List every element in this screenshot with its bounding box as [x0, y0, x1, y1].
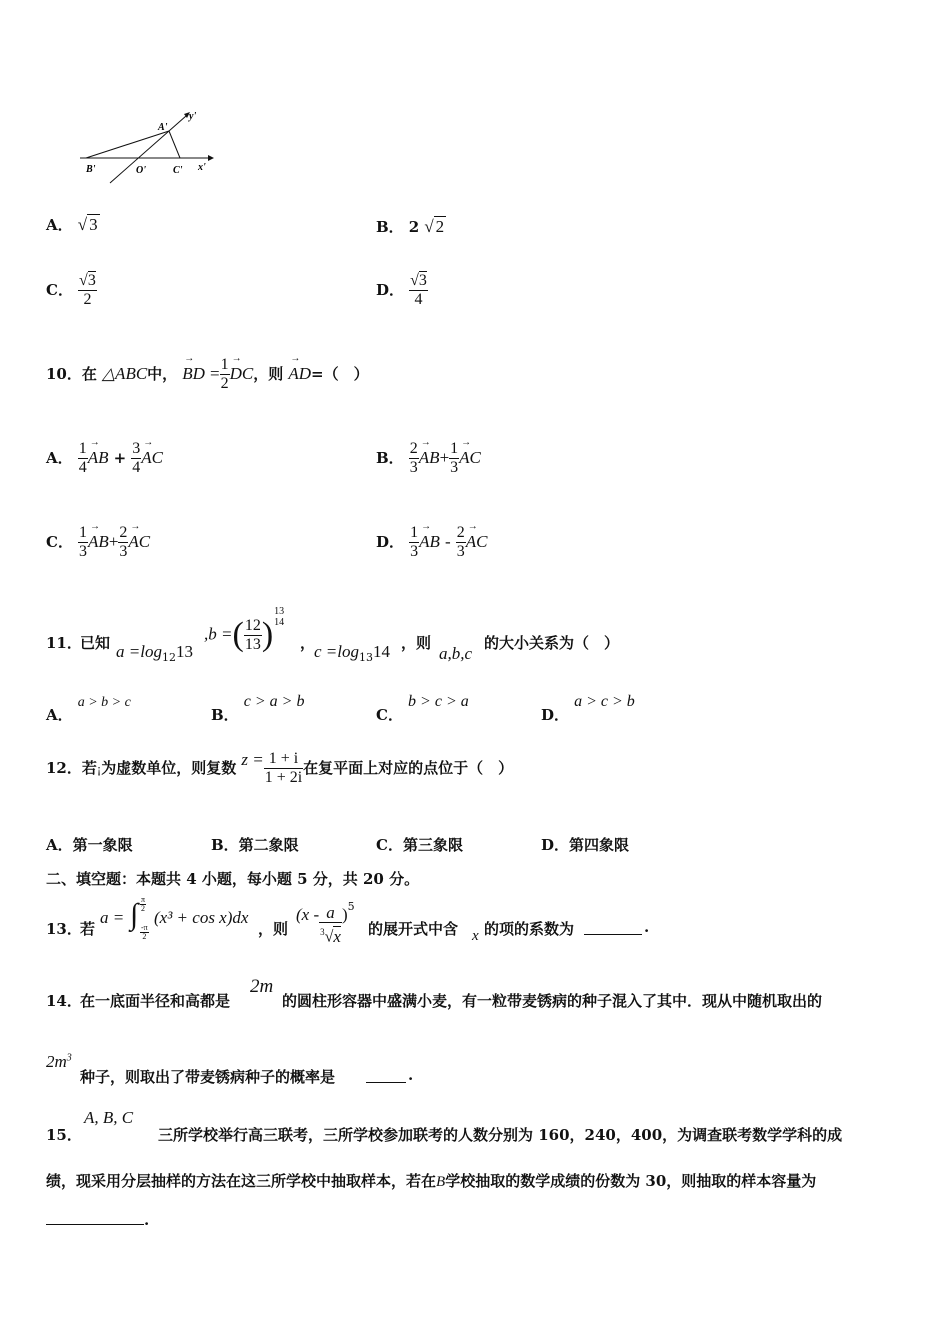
- stem-text: 绩，现采用分层抽样的方法在这三所学校中抽取样本，若在: [46, 1172, 437, 1190]
- q9-option-c[interactable]: [46, 272, 97, 309]
- q11-option-c[interactable]: [376, 690, 469, 724]
- numerator: π: [141, 895, 146, 904]
- radicand: 2: [435, 217, 445, 236]
- label-x: x': [198, 162, 206, 173]
- vector-ad: → AD: [288, 364, 311, 384]
- fraction: [264, 750, 303, 787]
- fraction: [449, 440, 459, 477]
- numerator: 12: [244, 616, 261, 634]
- log-expr: a =log: [116, 642, 162, 661]
- stem-text: ，: [300, 634, 316, 652]
- answer-blank[interactable]: [584, 918, 642, 935]
- stem-text: 中，: [147, 365, 178, 383]
- vector-ab: → AB: [88, 532, 109, 552]
- b-eq: ,b =: [204, 624, 233, 644]
- option-letter: D．: [541, 706, 570, 724]
- stem-text: 在: [81, 365, 97, 383]
- question-number: 11．: [46, 634, 82, 652]
- question-number: 15．: [46, 1126, 82, 1144]
- root-index: 3: [320, 927, 325, 938]
- paren: ): [261, 616, 274, 653]
- school-names: A, B, C: [84, 1108, 134, 1127]
- radius-value: 2m: [250, 976, 274, 997]
- label-a: A': [158, 122, 168, 133]
- log-base: 13: [359, 651, 373, 664]
- option-letter: D．: [376, 533, 405, 551]
- triangle: △ABC: [101, 364, 148, 383]
- denominator: 1 + 2i: [264, 769, 303, 786]
- operator: +: [439, 448, 450, 467]
- coefficient: 2: [408, 218, 420, 236]
- q9-option-a[interactable]: [46, 214, 100, 235]
- label-c: C': [173, 165, 183, 176]
- option-text: a > c > b: [574, 693, 635, 710]
- stem-text: ，则: [253, 365, 284, 383]
- fraction: [319, 904, 342, 946]
- expr-close: ): [341, 905, 348, 924]
- numerator: a: [319, 904, 342, 923]
- option-letter: C．: [46, 533, 73, 551]
- binomial-expr: [296, 900, 355, 947]
- denominator: 3: [410, 543, 419, 560]
- question-number: 12．: [46, 759, 82, 777]
- section-heading: 二、填空题：本题共 4 小题，每小题 5 分，共 20 分。: [46, 870, 420, 888]
- vector-ab: → AB: [419, 448, 440, 468]
- denominator: 2: [141, 904, 146, 913]
- question-number: 14．: [46, 992, 82, 1010]
- numerator: 1 + i: [264, 750, 303, 769]
- integral-sign: ∫: [130, 898, 139, 931]
- fraction: [409, 524, 419, 561]
- q11-option-d[interactable]: [541, 690, 635, 724]
- operator: +: [108, 532, 119, 551]
- stem-text: 若: [80, 920, 96, 938]
- fraction: [409, 440, 419, 477]
- imag-unit: ¡: [96, 761, 102, 776]
- denominator: 4: [414, 291, 423, 308]
- q12-option-d[interactable]: D．第四象限: [541, 836, 630, 854]
- option-letter: C．: [46, 281, 73, 299]
- vector-ab: → AB: [88, 448, 109, 468]
- q11-option-b[interactable]: [211, 690, 305, 724]
- vector-dc: → DC: [230, 364, 254, 384]
- denominator: 3: [456, 543, 465, 560]
- sqrt-expr: √ 2: [424, 217, 445, 236]
- stem-text: .: [144, 1211, 150, 1229]
- option-letter: B．: [376, 218, 404, 236]
- lower-limit: [140, 924, 149, 941]
- stem-text: 的圆柱形容器中盛满小麦，有一粒带麦锈病的种子混入了其中．现从中随机取出的: [282, 992, 823, 1010]
- label-o: O': [136, 165, 146, 176]
- denominator: 3: [409, 459, 418, 476]
- integrand: (x³ + cos x)dx: [154, 908, 249, 927]
- q10-option-b[interactable]: [376, 440, 481, 477]
- equals: =: [210, 364, 220, 383]
- stem-text: =（ ）: [311, 365, 369, 383]
- vector-ac: → AC: [141, 448, 163, 468]
- expr-a: [116, 642, 193, 664]
- q12-stem: [46, 750, 513, 787]
- denominator: 3: [450, 459, 459, 476]
- label-b: B': [86, 164, 96, 175]
- stem-text: 种子，则取出了带麦锈病种子的概率是: [80, 1068, 336, 1086]
- log-arg: 14: [373, 642, 390, 661]
- option-text: b > c > a: [408, 693, 469, 710]
- segment-b-a: [86, 131, 169, 158]
- stem-text: 的项的系数为: [484, 920, 575, 938]
- option-letter: B．: [211, 706, 239, 724]
- exponent: [273, 606, 285, 628]
- denominator: 2: [142, 932, 147, 941]
- option-letter: A．: [46, 706, 73, 724]
- denominator: $^3$√x: [320, 926, 341, 946]
- radicand: 3: [89, 215, 98, 234]
- answer-blank[interactable]: [366, 1066, 406, 1083]
- fraction: $\frac{√3}{4}$: [410, 272, 427, 308]
- q15-line3: [46, 1208, 149, 1229]
- numerator: 1: [78, 440, 87, 457]
- stem-text: .: [408, 1066, 414, 1084]
- q10-option-c[interactable]: [46, 524, 150, 561]
- segment-a-c: [169, 131, 180, 158]
- operator: -: [444, 532, 451, 551]
- stem-text: .: [644, 918, 650, 936]
- stem-text: ，则: [258, 920, 289, 938]
- volume-number: 2m: [46, 1052, 67, 1071]
- q12-option-b[interactable]: B．第二象限: [211, 836, 299, 854]
- q15-line2: [46, 1170, 816, 1191]
- radicand: x: [333, 926, 341, 946]
- stem-text: 的展开式中含: [368, 920, 459, 938]
- stem-text: 在一底面半径和高都是: [80, 992, 231, 1010]
- fraction: $\frac{√3}{2}$: [79, 272, 96, 308]
- log-base: 12: [161, 651, 176, 664]
- log-arg: 13: [175, 642, 193, 661]
- numerator: 1: [79, 524, 88, 541]
- q11-option-a[interactable]: [46, 690, 131, 724]
- q12-option-a[interactable]: A．第一象限: [46, 836, 133, 854]
- denominator: 4: [132, 459, 141, 476]
- q9-option-d[interactable]: [376, 272, 428, 309]
- denominator: 3: [119, 543, 128, 560]
- denominator: 3: [79, 543, 88, 560]
- fraction: [220, 356, 230, 393]
- paren: (: [232, 616, 244, 653]
- fraction: [78, 524, 88, 561]
- q9-option-b[interactable]: [376, 216, 446, 237]
- oblique-axes-figure: [76, 106, 216, 186]
- denominator: 2: [83, 291, 92, 308]
- label-y: y': [189, 111, 197, 122]
- stem-text: 已知: [80, 634, 111, 652]
- expr-b: [204, 606, 285, 654]
- denominator: 2: [220, 375, 229, 392]
- numerator: 1: [450, 440, 459, 457]
- q10-option-a[interactable]: [46, 440, 163, 477]
- operator: +: [113, 449, 127, 467]
- sqrt-expr: √ 3: [77, 215, 98, 234]
- stem-text: 的大小关系为（ ）: [484, 634, 620, 652]
- fraction: [456, 524, 466, 561]
- expr-open: (x -: [296, 905, 320, 924]
- numerator: 2: [409, 440, 418, 457]
- option-letter: D．: [376, 281, 405, 299]
- volume-value: [46, 1052, 72, 1072]
- radicand: 3: [418, 272, 427, 289]
- option-letter: A．: [46, 216, 73, 234]
- vector-ab: → AB: [419, 532, 440, 552]
- exponent: 5: [347, 900, 355, 913]
- numerator: -π: [141, 923, 148, 932]
- numerator: 1: [410, 524, 419, 541]
- denominator: 4: [78, 459, 87, 476]
- question-number: 10．: [46, 365, 82, 383]
- numerator: 3: [132, 440, 141, 457]
- radicand: 3: [87, 272, 96, 289]
- q10-stem: [46, 356, 369, 393]
- stem-text: 为虚数单位，则复数: [101, 759, 237, 777]
- question-number: 13．: [46, 920, 82, 938]
- denominator: 14: [274, 617, 285, 628]
- log-expr: c =log: [314, 642, 359, 661]
- vars: a,b,c: [439, 644, 473, 663]
- z-eq: z =: [241, 750, 264, 769]
- stem-text: 在复平面上对应的点位于（ ）: [303, 759, 514, 777]
- numerator: 1: [220, 356, 229, 373]
- option-letter: A．: [46, 449, 73, 467]
- fraction: [244, 617, 262, 654]
- fraction: [131, 440, 141, 477]
- numerator: 13: [274, 606, 285, 617]
- vector-ac: → AC: [128, 532, 150, 552]
- school-b: B: [436, 1174, 446, 1190]
- stem-text: 学校抽取的数学成绩的份数为 30，则抽取的样本容量为: [445, 1172, 817, 1190]
- numerator: 2: [119, 524, 128, 541]
- option-letter: B．: [376, 449, 404, 467]
- option-text: a > b > c: [77, 695, 131, 710]
- fraction: [118, 524, 128, 561]
- answer-blank[interactable]: [46, 1208, 144, 1225]
- a-eq: a =: [100, 908, 125, 927]
- x-symbol: x: [472, 928, 479, 944]
- numerator: 2: [456, 524, 465, 541]
- q12-option-c[interactable]: C．第三象限: [376, 836, 463, 854]
- exponent: 3: [66, 1052, 72, 1064]
- denominator: 13: [244, 635, 261, 653]
- vector-ac: → AC: [459, 448, 481, 468]
- stem-text: 三所学校举行高三联考，三所学校参加联考的人数分别为 160，240，400，为调查联考数学学科的成: [158, 1126, 843, 1144]
- stem-text: ，则: [401, 634, 432, 652]
- q10-option-d[interactable]: [376, 524, 487, 561]
- x-axis-arrow: [208, 155, 214, 161]
- upper-limit: [140, 896, 146, 913]
- vector-bd: → BD: [182, 364, 205, 384]
- stem-text: 若: [81, 759, 97, 777]
- fraction: [78, 440, 88, 477]
- expr-c: [314, 642, 390, 664]
- option-text: c > a > b: [243, 693, 305, 710]
- vector-ac: → AC: [466, 532, 488, 552]
- option-letter: C．: [376, 706, 403, 724]
